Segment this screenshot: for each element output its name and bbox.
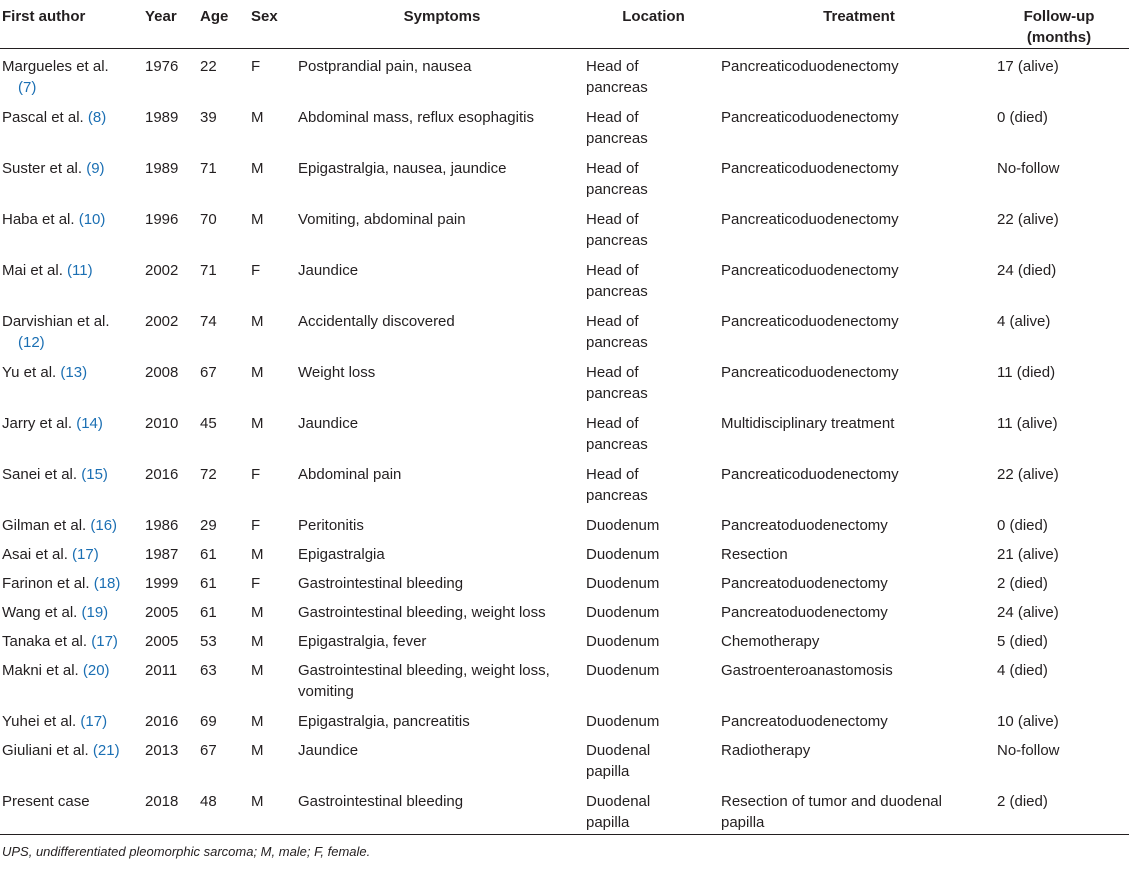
cell-location: Head of pancreas	[586, 261, 648, 300]
cell-treatment: Pancreaticoduodenectomy	[721, 108, 899, 126]
cell-age: 61	[200, 574, 217, 592]
cell-symptoms: Epigastralgia	[298, 545, 385, 563]
table-row	[0, 566, 1129, 595]
table-footnote: UPS, undifferentiated pleomorphic sarcoma; M, male; F, female.	[2, 844, 371, 859]
cell-age: 45	[200, 414, 217, 432]
cell-sex: M	[251, 108, 264, 126]
table-row	[0, 784, 1129, 835]
cell-followup: 17 (alive)	[997, 58, 1059, 75]
author-name: Present case	[2, 792, 90, 810]
cell-age: 70	[200, 210, 217, 228]
cell-followup: 24 (alive)	[997, 603, 1059, 621]
cell-age: 74	[200, 312, 217, 330]
cell-year: 1989	[145, 159, 179, 177]
cell-author	[0, 508, 145, 537]
author-name: Tanaka et al.	[2, 632, 88, 650]
cell-age: 63	[200, 661, 217, 679]
reference-link[interactable]: (19)	[81, 603, 109, 621]
cell-author	[0, 566, 145, 595]
author-name: Mai et al.	[2, 261, 63, 279]
cell-followup: 11 (died)	[997, 363, 1056, 381]
cell-year: 2016	[145, 712, 179, 730]
reference-link[interactable]: (8)	[87, 108, 107, 126]
cell-author	[0, 304, 145, 355]
cell-sex: F	[251, 574, 261, 592]
cell-sex: M	[251, 312, 264, 330]
table-row	[0, 457, 1129, 508]
cell-followup: 0 (died)	[997, 516, 1048, 534]
cell-location: Head of pancreas	[586, 108, 648, 147]
header-followup	[997, 0, 1129, 49]
cell-symptoms: Abdominal pain	[298, 465, 402, 483]
cell-location: Duodenum	[586, 632, 660, 650]
header-sex: Sex	[251, 0, 298, 49]
cell-author	[0, 733, 145, 784]
cell-treatment: Chemotherapy	[721, 632, 820, 650]
cell-treatment: Pancreaticoduodenectomy	[721, 159, 899, 177]
cell-symptoms: Gastrointestinal bleeding, weight loss, vomiting	[298, 661, 550, 700]
cell-year: 1989	[145, 108, 179, 126]
reference-link[interactable]: (11)	[67, 261, 93, 279]
cell-sex: F	[251, 465, 261, 483]
cell-treatment: Resection	[721, 545, 788, 563]
cell-treatment: Radiotherapy	[721, 741, 811, 759]
reference-link[interactable]: (18)	[93, 574, 121, 592]
author-name: Sanei et al.	[2, 465, 78, 483]
header-followup-line1: Follow-up	[1023, 8, 1095, 25]
cell-age: 61	[200, 545, 217, 563]
cell-symptoms: Gastrointestinal bleeding	[298, 574, 464, 592]
cell-treatment: Pancreaticoduodenectomy	[721, 363, 899, 381]
cell-location: Head of pancreas	[586, 312, 648, 351]
table-row	[0, 253, 1129, 304]
cell-location: Duodenum	[586, 545, 660, 563]
cell-sex: F	[251, 58, 261, 75]
cell-author	[0, 406, 145, 457]
cell-age: 72	[200, 465, 217, 483]
reference-link[interactable]: (17)	[80, 712, 108, 730]
cell-symptoms: Epigastralgia, nausea, jaundice	[298, 159, 507, 177]
cell-year: 2005	[145, 632, 179, 650]
reference-link[interactable]: (17)	[91, 632, 118, 650]
author-name: Haba et al.	[2, 210, 75, 228]
reference-link[interactable]: (7)	[18, 79, 37, 96]
cell-followup: 22 (alive)	[997, 465, 1059, 483]
reference-link[interactable]: (15)	[81, 465, 108, 483]
header-row	[0, 0, 1129, 49]
author-name: Gilman et al.	[2, 516, 87, 534]
cell-followup: No-follow	[997, 159, 1060, 177]
cell-location: Duodenal papilla	[586, 784, 721, 835]
cell-age: 67	[200, 363, 217, 381]
header-location: Location	[586, 0, 721, 49]
cell-symptoms: Jaundice	[298, 414, 359, 432]
cell-location: Head of pancreas	[586, 363, 648, 402]
cell-age: 71	[200, 261, 217, 279]
cell-followup: 0 (died)	[997, 108, 1048, 126]
cell-age: 61	[200, 603, 217, 621]
cell-author	[0, 537, 145, 566]
cell-year: 1987	[145, 545, 179, 563]
cell-treatment: Pancreaticoduodenectomy	[721, 261, 899, 279]
author-ref-wrap	[2, 332, 45, 353]
table-row	[0, 406, 1129, 457]
author-name: Yuhei et al.	[2, 712, 77, 730]
cell-author	[0, 624, 145, 653]
cell-followup: 2 (died)	[997, 574, 1048, 592]
table-row	[0, 508, 1129, 537]
reference-link[interactable]: (17)	[72, 545, 99, 563]
cell-sex: M	[251, 632, 264, 650]
cell-followup: 21 (alive)	[997, 545, 1059, 563]
cell-year: 2008	[145, 363, 179, 381]
cell-age: 53	[200, 632, 217, 650]
table-row	[0, 704, 1129, 733]
header-treatment: Treatment	[721, 0, 997, 49]
cell-location: Head of pancreas	[586, 159, 648, 198]
cell-symptoms: Peritonitis	[298, 516, 364, 534]
cell-sex: M	[251, 545, 264, 563]
cell-location: Duodenum	[586, 574, 660, 592]
cell-year: 2011	[145, 661, 178, 679]
cell-author	[0, 202, 145, 253]
cell-location: Head of pancreas	[586, 465, 648, 504]
author-name: Makni et al.	[2, 661, 79, 679]
reference-link[interactable]: (16)	[90, 516, 118, 534]
cell-sex: M	[251, 661, 264, 679]
cell-symptoms: Gastrointestinal bleeding, weight loss	[298, 603, 546, 621]
cell-author	[0, 151, 145, 202]
cell-treatment: Resection of tumor and duodenal papilla	[721, 784, 997, 835]
cell-year: 2010	[145, 414, 179, 432]
author-name: Wang et al.	[2, 603, 78, 621]
cell-symptoms: Epigastralgia, fever	[298, 632, 427, 650]
header-year: Year	[145, 0, 200, 49]
cell-author	[0, 100, 145, 151]
reference-link[interactable]: (14)	[76, 414, 103, 432]
cell-treatment: Pancreatoduodenectomy	[721, 712, 888, 730]
author-name: Pascal et al.	[2, 108, 84, 126]
cell-location: Head of pancreas	[586, 58, 648, 96]
table-row	[0, 355, 1129, 406]
cell-sex: M	[251, 414, 264, 432]
cell-location: Head of pancreas	[586, 414, 648, 453]
cell-sex: M	[251, 210, 264, 228]
table-row	[0, 537, 1129, 566]
cell-followup: 4 (alive)	[997, 312, 1051, 330]
cell-age: 69	[200, 712, 217, 730]
cell-author	[0, 355, 145, 406]
cell-followup: No-follow	[997, 741, 1060, 759]
cell-followup: 5 (died)	[997, 632, 1048, 650]
cell-symptoms: Accidentally discovered	[298, 312, 455, 330]
author-name: Farinon et al.	[2, 574, 90, 592]
author-name: Suster et al.	[2, 159, 83, 177]
table-row	[0, 49, 1129, 100]
cell-author	[0, 253, 145, 304]
cell-followup: 11 (alive)	[997, 414, 1058, 432]
cell-year: 1976	[145, 58, 179, 75]
cell-followup: 4 (died)	[997, 661, 1048, 679]
table-row	[0, 624, 1129, 653]
reference-link[interactable]: (21)	[92, 741, 120, 759]
cell-age: 39	[200, 108, 217, 126]
cell-symptoms: Epigastralgia, pancreatitis	[298, 712, 470, 730]
cell-sex: F	[251, 261, 261, 279]
header-author: First author	[0, 0, 145, 49]
cell-year: 2002	[145, 312, 179, 330]
cell-symptoms: Jaundice	[298, 741, 359, 759]
cell-treatment: Pancreatoduodenectomy	[721, 574, 888, 592]
cell-symptoms: Weight loss	[298, 363, 376, 381]
cell-symptoms: Vomiting, abdominal pain	[298, 210, 466, 228]
cell-year: 2016	[145, 465, 179, 483]
cell-location: Duodenum	[586, 661, 660, 679]
cell-author	[0, 49, 145, 100]
header-symptoms: Symptoms	[298, 0, 586, 49]
cell-followup: 24 (died)	[997, 261, 1057, 279]
header-age: Age	[200, 0, 251, 49]
cell-sex: M	[251, 159, 264, 177]
table-row	[0, 100, 1129, 151]
cell-age: 22	[200, 58, 217, 75]
cell-year: 1996	[145, 210, 179, 228]
cell-age: 67	[200, 741, 217, 759]
cell-followup: 10 (alive)	[997, 712, 1059, 730]
cell-symptoms: Gastrointestinal bleeding	[298, 784, 586, 835]
cell-location: Duodenum	[586, 712, 660, 730]
cell-treatment: Pancreaticoduodenectomy	[721, 312, 899, 330]
author-name: Margueles et al.	[2, 58, 109, 75]
reference-link[interactable]: (9)	[86, 159, 105, 177]
table-header	[0, 0, 1129, 49]
cell-sex: M	[251, 741, 264, 759]
cell-author	[0, 653, 145, 704]
cell-treatment: Pancreatoduodenectomy	[721, 603, 888, 621]
cell-year: 2013	[145, 741, 179, 759]
cell-sex: M	[251, 363, 264, 381]
author-name: Giuliani et al.	[2, 741, 89, 759]
cell-location: Duodenum	[586, 603, 660, 621]
cell-author	[0, 457, 145, 508]
cell-followup: 22 (alive)	[997, 210, 1059, 228]
table-row	[0, 653, 1129, 704]
cell-sex: M	[251, 784, 298, 835]
header-followup-line2: (months)	[1026, 29, 1092, 46]
cell-location: Duodenum	[586, 516, 660, 534]
cell-year: 2018	[145, 784, 200, 835]
table-row	[0, 202, 1129, 253]
cell-treatment: Pancreaticoduodenectomy	[721, 465, 899, 483]
author-name: Asai et al.	[2, 545, 68, 563]
cell-age: 48	[200, 784, 251, 835]
cell-symptoms: Postprandial pain, nausea	[298, 58, 472, 75]
author-name: Yu et al.	[2, 363, 57, 381]
cell-treatment: Pancreaticoduodenectomy	[721, 58, 899, 75]
cell-symptoms: Abdominal mass, reflux esophagitis	[298, 108, 534, 126]
cell-symptoms: Jaundice	[298, 261, 359, 279]
table-row	[0, 304, 1129, 355]
cell-location: Head of pancreas	[586, 210, 648, 249]
reference-link[interactable]: (13)	[60, 363, 88, 381]
reference-link[interactable]: (10)	[78, 210, 106, 228]
cell-author	[0, 784, 145, 835]
cell-sex: F	[251, 516, 261, 534]
cell-author	[0, 595, 145, 624]
cell-author	[0, 704, 145, 733]
cell-treatment: Gastroenteroanastomosis	[721, 661, 893, 679]
table-body	[0, 49, 1129, 835]
cell-treatment: Pancreaticoduodenectomy	[721, 210, 899, 228]
cell-treatment: Pancreatoduodenectomy	[721, 516, 888, 534]
cell-year: 1999	[145, 574, 179, 592]
cell-age: 29	[200, 516, 217, 534]
table-row	[0, 151, 1129, 202]
cell-sex: M	[251, 603, 264, 621]
author-ref-wrap	[2, 77, 36, 98]
cell-age: 71	[200, 159, 217, 177]
author-name: Jarry et al.	[2, 414, 73, 432]
cell-location: Duodenal papilla	[586, 741, 651, 780]
cell-treatment: Multidisciplinary treatment	[721, 414, 895, 432]
reference-link[interactable]: (20)	[82, 661, 110, 679]
table-row	[0, 595, 1129, 624]
cell-followup: 2 (died)	[997, 784, 1129, 835]
cell-year: 1986	[145, 516, 179, 534]
cell-sex: M	[251, 712, 264, 730]
table-row	[0, 733, 1129, 784]
cell-year: 2005	[145, 603, 179, 621]
cell-year: 2002	[145, 261, 179, 279]
author-name: Darvishian et al.	[2, 312, 110, 330]
reference-link[interactable]: (12)	[18, 333, 45, 351]
